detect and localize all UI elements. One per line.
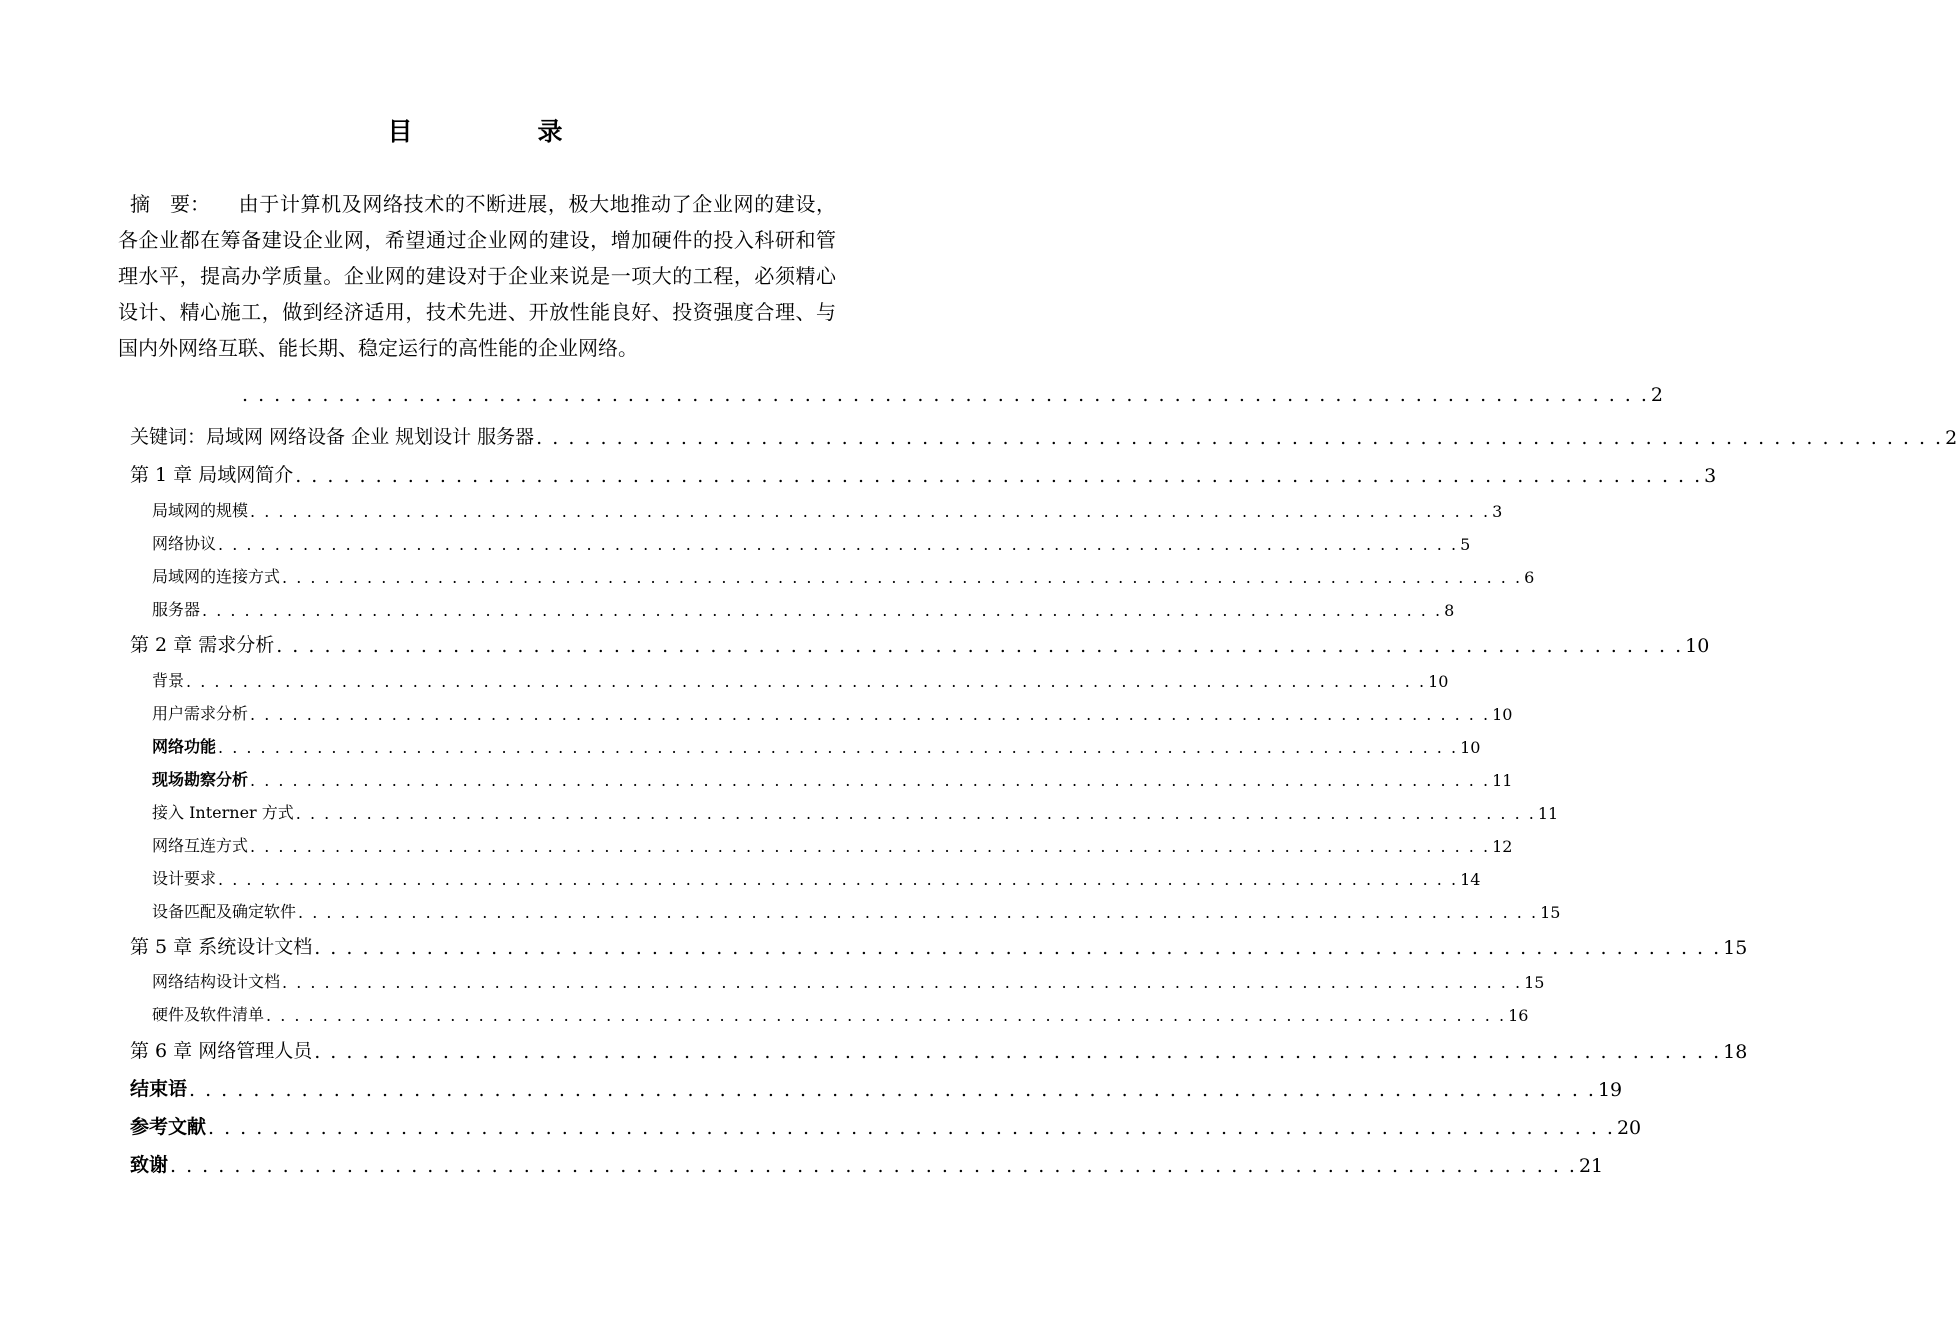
dot-leader: . . . . . . . . . . . . . . . . . . . . . . . . . . . . . . . . . . . . . . . . . . . . . . . . . . . . . . . . . . . . . . . . . . . . . . . . . . . . . . . . . . . . . . . . xyxy=(298,903,1539,922)
page-number: 19 xyxy=(1597,1079,1623,1101)
page-number: 2 xyxy=(1650,384,1664,406)
entry-text: 网络结构设计文档 xyxy=(152,972,281,991)
dot-leader: . . . . . . . . . . . . . . . . . . . . . . . . . . . . . . . . . . . . . . . . . . . . . . . . . . . . . . . . . . . . . . . . . . . . . . . . . . . . . . . . . . . . . . . . xyxy=(282,568,1523,587)
toc-entry-lan-scale[interactable] xyxy=(118,498,1503,521)
dot-leader: . . . . . . . . . . . . . . . . . . . . . . . . . . . . . . . . . . . . . . . . . . . . . . . . . . . . . . . . . . . . . . . . . . . . . . . . . . . . . . . . . . . . . . . . xyxy=(282,973,1523,992)
toc-entry-server[interactable] xyxy=(118,597,1455,620)
abstract-text: 由于计算机及网络技术的不断进展，极大地推动了企业网的建设，各企业都在筹备建设企业网，希望通过企业网的建设，增加硬件的投入科研和管理水平，提高办学质量。企业网的建设对于企业来说是一项大的工程，必须精心设计、精心施工，做到经济适用，技术先进、开放性能良好、投资强度合理、与国内外网络互联、能长期、稳定运行的高性能的企业网络。 xyxy=(118,192,836,360)
dot-leader: . . . . . . . . . . . . . . . . . . . . . . . . . . . . . . . . . . . . . . . . . . . . . . . . . . . . . . . . . . . . . . . . . . . . . . . . . . . . . . . . . . . . . . . . xyxy=(295,804,1536,823)
dot-leader: . . . . . . . . . . . . . . . . . . . . . . . . . . . . . . . . . . . . . . . . . . . . . . . . . . . . . . . . . . . . . . . . . . . . . . . . . . . . . . . . . . . . . . . . xyxy=(314,1041,1722,1063)
entry-text: 设备匹配及确定软件 xyxy=(152,902,297,921)
toc-entry-chapter-2[interactable] xyxy=(118,630,1710,657)
toc-entry-hw-sw-list[interactable] xyxy=(118,1002,1529,1025)
page-number: 11 xyxy=(1537,804,1559,823)
page-number: 2 xyxy=(1945,427,1957,449)
dot-leader: . . . . . . . . . . . . . . . . . . . . . . . . . . . . . . . . . . . . . . . . . . . . . . . . . . . . . . . . . . . . . . . . . . . . . . . . . . . . . . . . . . . . . . . . xyxy=(218,870,1459,889)
page-number: 11 xyxy=(1492,771,1513,790)
page-number: 10 xyxy=(1685,635,1710,657)
entry-text: 结束语 xyxy=(130,1078,188,1100)
entry-text: 局域网的规模 xyxy=(152,501,249,520)
toc-entry-design-requirements[interactable] xyxy=(118,866,1481,889)
entry-text: 参考文献 xyxy=(130,1116,207,1138)
dot-leader: . . . . . . . . . . . . . . . . . . . . . . . . . . . . . . . . . . . . . . . . . . . . . . . . . . . . . . . . . . . . . . . . . . . . . . . . . . . . . . . . . . . . . . . . xyxy=(186,672,1427,691)
dot-leader: . . . . . . . . . . . . . . . . . . . . . . . . . . . . . . . . . . . . . . . . . . . . . . . . . . . . . . . . . . . . . . . . . . . . . . . . . . . . . . . . . . . . . . . . xyxy=(295,465,1703,487)
toc-title: 目 录 xyxy=(387,117,613,146)
page-number: 10 xyxy=(1428,672,1449,691)
entry-text: 服务器 xyxy=(152,600,201,619)
dot-leader: . . . . . . . . . . . . . . . . . . . . . . . . . . . . . . . . . . . . . . . . . . . . . . . . . . . . . . . . . . . . . . . . . . . . . . . . . . . . . . . . . . . . . . . . xyxy=(276,635,1684,657)
entry-text: 第 5 章 系统设计文档 xyxy=(130,936,313,958)
toc-entry-conclusion[interactable] xyxy=(118,1074,1623,1101)
page-number: 16 xyxy=(1508,1006,1529,1025)
page-number: 15 xyxy=(1524,973,1545,992)
toc-entry-lan-connection[interactable] xyxy=(118,564,1535,587)
dot-leader: . . . . . . . . . . . . . . . . . . . . . . . . . . . . . . . . . . . . . . . . . . . . . . . . . . . . . . . . . . . . . . . . . . . . . . . . . . . . . . . . . . . . . . . . xyxy=(536,427,1944,449)
entry-text: 致谢 xyxy=(130,1154,169,1176)
entry-text: 第 1 章 局域网简介 xyxy=(130,464,294,486)
dot-leader: . . . . . . . . . . . . . . . . . . . . . . . . . . . . . . . . . . . . . . . . . . . . . . . . . . . . . . . . . . . . . . . . . . . . . . . . . . . . . . . . . . . . . . . . xyxy=(250,502,1491,521)
dot-leader: . . . . . . . . . . . . . . . . . . . . . . . . . . . . . . . . . . . . . . . . . . . . . . . . . . . . . . . . . . . . . . . . . . . . . . . . . . . . . . . . . . . . . . . . xyxy=(218,738,1459,757)
page-number: 8 xyxy=(1444,601,1455,620)
dot-leader: . . . . . . . . . . . . . . . . . . . . . . . . . . . . . . . . . . . . . . . . . . . . . . . . . . . . . . . . . . . . . . . . . . . . . . . . . . . . . . . . . . . . . . . . xyxy=(218,535,1459,554)
dot-leader: . . . . . . . . . . . . . . . . . . . . . . . . . . . . . . . . . . . . . . . . . . . . . . . . . . . . . . . . . . . . . . . . . . . . . . . . . . . . . . . . . . . . . . . . xyxy=(250,837,1491,856)
dot-leader: . . . . . . . . . . . . . . . . . . . . . . . . . . . . . . . . . . . . . . . . . . . . . . . . . . . . . . . . . . . . . . . . . . . . . . . . . . . . . . . . . . . . . . . . xyxy=(250,771,1491,790)
page-number: 12 xyxy=(1492,837,1513,856)
toc-entry-interconnection[interactable] xyxy=(118,833,1513,856)
entry-text: 用户需求分析 xyxy=(152,704,249,723)
toc-entry-chapter-1[interactable] xyxy=(118,460,1717,487)
dot-leader: . . . . . . . . . . . . . . . . . . . . . . . . . . . . . . . . . . . . . . . . . . . . . . . . . . . . . . . . . . . . . . . . . . . . . . . . . . . . . . . . . . . . . . . . xyxy=(170,1155,1577,1177)
toc-entry-background[interactable] xyxy=(118,668,1449,691)
entry-text: 局域网的连接方式 xyxy=(152,567,281,586)
dot-leader: . . . . . . . . . . . . . . . . . . . . . . . . . . . . . . . . . . . . . . . . . . . . . . . . . . . . . . . . . . . . . . . . . . . . . . . . . . . . . . . . . . . . . . . . xyxy=(242,384,1649,406)
entry-text: 第 2 章 需求分析 xyxy=(130,634,275,656)
page-number: 5 xyxy=(1460,535,1471,554)
dot-leader: . . . . . . . . . . . . . . . . . . . . . . . . . . . . . . . . . . . . . . . . . . . . . . . . . . . . . . . . . . . . . . . . . . . . . . . . . . . . . . . . . . . . . . . . xyxy=(208,1117,1615,1139)
page-number: 14 xyxy=(1460,870,1481,889)
dot-leader: . . . . . . . . . . . . . . . . . . . . . . . . . . . . . . . . . . . . . . . . . . . . . . . . . . . . . . . . . . . . . . . . . . . . . . . . . . . . . . . . . . . . . . . . xyxy=(266,1006,1507,1025)
toc-entry-structure-doc[interactable] xyxy=(118,969,1545,992)
toc-entry-internet-access[interactable] xyxy=(118,800,1559,823)
toc-entry-chapter-5[interactable] xyxy=(118,932,1748,959)
toc-entry-equipment-software[interactable] xyxy=(118,899,1561,922)
abstract-block xyxy=(118,186,836,366)
entry-text: 背景 xyxy=(152,671,185,690)
entry-text: 网络功能 xyxy=(152,737,217,756)
toc-entry-chapter-6[interactable] xyxy=(118,1036,1748,1063)
dot-leader: . . . . . . . . . . . . . . . . . . . . . . . . . . . . . . . . . . . . . . . . . . . . . . . . . . . . . . . . . . . . . . . . . . . . . . . . . . . . . . . . . . . . . . . . xyxy=(189,1079,1596,1101)
toc-entry-network-function[interactable] xyxy=(118,734,1481,757)
entry-text: 网络互连方式 xyxy=(152,836,249,855)
page-number: 18 xyxy=(1723,1041,1748,1063)
page-number: 3 xyxy=(1492,502,1503,521)
toc-entry-user-requirements[interactable] xyxy=(118,701,1513,724)
page-number: 21 xyxy=(1578,1155,1604,1177)
toc-entry-keywords[interactable] xyxy=(118,422,1957,449)
entry-text: 现场勘察分析 xyxy=(152,770,249,789)
toc-entry-network-protocol[interactable] xyxy=(118,531,1471,554)
abstract-label: 摘 要： xyxy=(130,192,210,216)
entry-text: 接入 Interner 方式 xyxy=(152,803,294,822)
toc-entry-abstract-page[interactable] xyxy=(118,384,1664,406)
page-number: 20 xyxy=(1616,1117,1642,1139)
page-number: 3 xyxy=(1704,465,1717,487)
page-number: 15 xyxy=(1723,937,1748,959)
toc-entry-references[interactable] xyxy=(118,1112,1642,1139)
dot-leader: . . . . . . . . . . . . . . . . . . . . . . . . . . . . . . . . . . . . . . . . . . . . . . . . . . . . . . . . . . . . . . . . . . . . . . . . . . . . . . . . . . . . . . . . xyxy=(202,601,1443,620)
page-number: 10 xyxy=(1492,705,1513,724)
entry-text: 关键词：局域网 网络设备 企业 规划设计 服务器 xyxy=(130,426,535,448)
entry-text: 硬件及软件清单 xyxy=(152,1005,265,1024)
page-number: 15 xyxy=(1540,903,1561,922)
entry-text: 网络协议 xyxy=(152,534,217,553)
dot-leader: . . . . . . . . . . . . . . . . . . . . . . . . . . . . . . . . . . . . . . . . . . . . . . . . . . . . . . . . . . . . . . . . . . . . . . . . . . . . . . . . . . . . . . . . xyxy=(250,705,1491,724)
toc-entry-acknowledgements[interactable] xyxy=(118,1150,1604,1177)
dot-leader: . . . . . . . . . . . . . . . . . . . . . . . . . . . . . . . . . . . . . . . . . . . . . . . . . . . . . . . . . . . . . . . . . . . . . . . . . . . . . . . . . . . . . . . . xyxy=(314,937,1722,959)
entry-text: 第 6 章 网络管理人员 xyxy=(130,1040,313,1062)
entry-text: 设计要求 xyxy=(152,869,217,888)
page-number: 6 xyxy=(1524,568,1535,587)
toc-entry-site-survey[interactable] xyxy=(118,767,1513,790)
page-number: 10 xyxy=(1460,738,1481,757)
